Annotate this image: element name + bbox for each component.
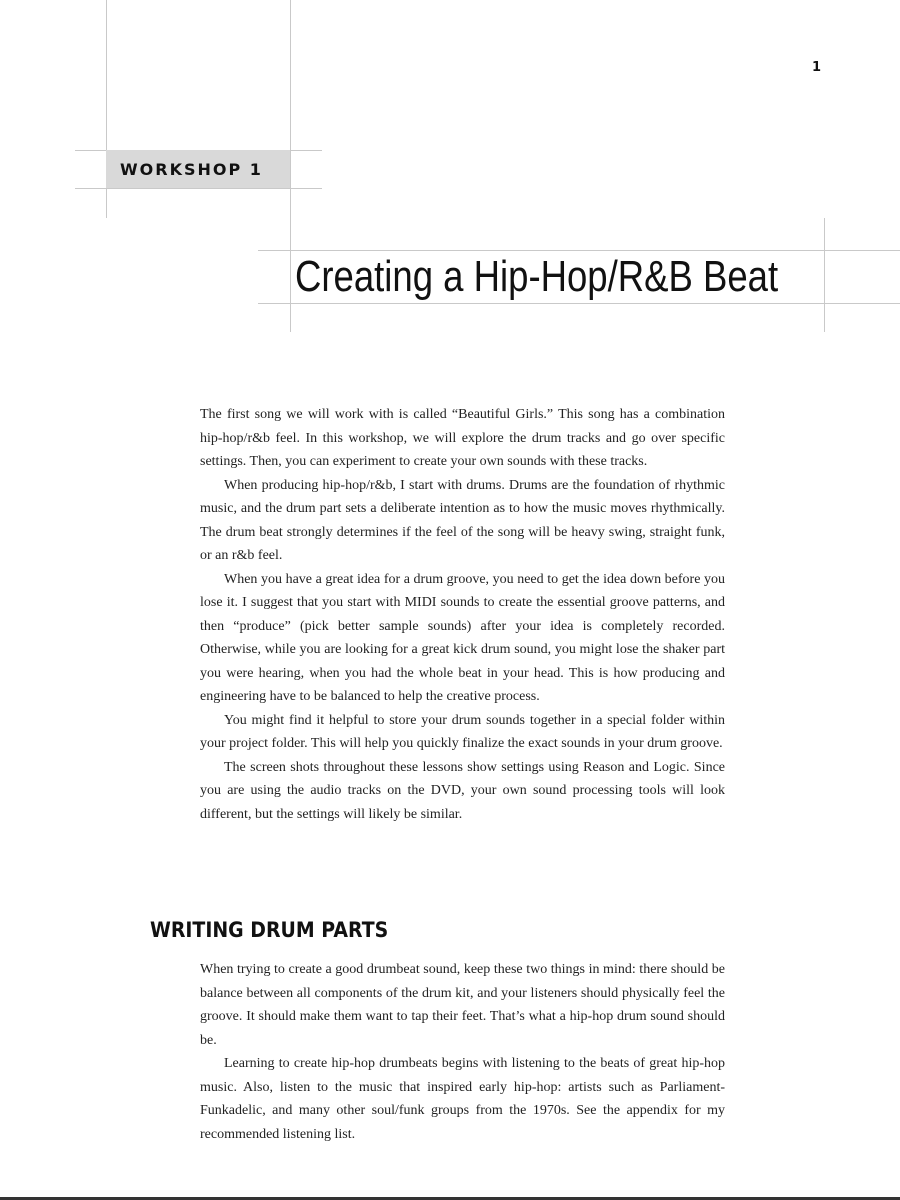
- guide-line: [258, 250, 900, 251]
- drum-parts-text: [200, 958, 725, 1146]
- guide-line: [290, 0, 291, 332]
- paragraph: You might find it helpful to store your drum sounds together in a special folder within your project folder. This will help you quickly finalize the exact sounds in your drum groove.: [200, 712, 725, 751]
- paragraph: When producing hip-hop/r&b, I start with drums. Drums are the foundation of rhythmic music, and the drum part sets a deliberate intention as to how the music moves rhythmically. The drum beat strongly determines if the feel of the song will be heavy swing, straight funk, or an r&b feel.: [200, 477, 725, 563]
- paragraph: The screen shots throughout these lessons show settings using Reason and Logic. Since you are using the audio tracks on the DVD, your own sound processing tools will look different, but the settings will likely be similar.: [200, 759, 725, 822]
- paragraph: When trying to create a good drumbeat sound, keep these two things in mind: there should be balance between all components of the drum kit, and your listeners should physically feel the groove. It should make them want to tap their feet. That’s what a hip-hop drum sound should be.: [200, 962, 725, 1048]
- guide-line: [824, 218, 825, 332]
- paragraph: Learning to create hip-hop drumbeats begins with listening to the beats of great hip-hop music. Also, listen to the music that inspired early hip-hop: artists such as Parliament-Funkadelic, and many other soul/funk groups from the 1970s. See the appendix for my recommended listening list.: [200, 1056, 725, 1142]
- section-heading: WRITING DRUM PARTS: [150, 918, 389, 942]
- guide-line: [75, 188, 322, 189]
- paragraph: The first song we will work with is called “Beautiful Girls.” This song has a combination hip-hop/r&b feel. In this workshop, we will explore the drum tracks and go over specific settings. Then, you can experiment to create your own sounds with these tracks.: [200, 407, 725, 469]
- paragraph: When you have a great idea for a drum groove, you need to get the idea down before you lose it. I suggest that you start with MIDI sounds to create the essential groove patterns, and then “produce” (pick better sample sounds) after your idea is completely recorded. Otherwise, while you are looking for a great kick drum sound, you might lose the shaker part you were hearing, when you had the whole beat in your head. This is how producing and engineering have to be balanced to help the creative process.: [200, 571, 725, 704]
- workshop-label: [106, 150, 290, 188]
- intro-text: [200, 403, 725, 826]
- chapter-title: Creating a Hip-Hop/R&B Beat: [295, 252, 779, 301]
- page-number: 1: [812, 60, 822, 75]
- guide-line: [258, 303, 900, 304]
- workshop-label-text: WORKSHOP 1: [120, 160, 263, 179]
